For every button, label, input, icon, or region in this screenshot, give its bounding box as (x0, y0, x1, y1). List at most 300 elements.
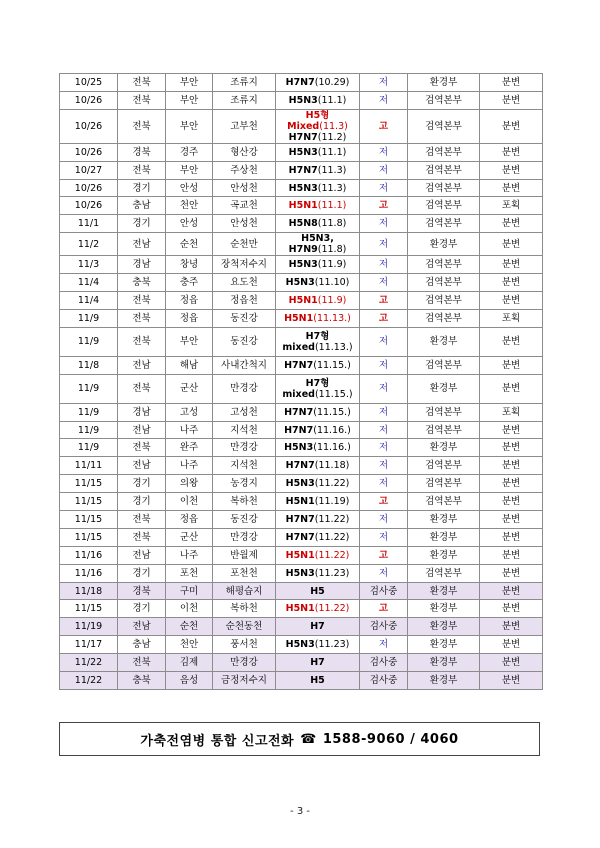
agency-cell: 환경부 (408, 327, 480, 356)
date-cell: 11/9 (60, 327, 118, 356)
city-cell: 나주 (166, 421, 213, 439)
sample-type-cell: 포획 (480, 197, 543, 215)
risk-cell: 저 (360, 403, 408, 421)
risk-cell: 고 (360, 309, 408, 327)
virus-text: H5N3 (285, 478, 315, 490)
sample-type-cell: 분변 (480, 143, 543, 161)
city-cell: 포천 (166, 564, 213, 582)
virus-text: H5N3 (288, 146, 318, 158)
virus-cell (276, 215, 360, 233)
agency-cell: 검역본부 (408, 109, 480, 143)
virus-cell (276, 292, 360, 310)
virus-text: H5형 Mixed (287, 109, 330, 132)
virus-text: (11.13.) (314, 341, 353, 353)
virus-cell (276, 493, 360, 511)
virus-text: H5 (310, 674, 325, 686)
date-cell: 11/2 (60, 233, 118, 256)
virus-text: (11.13.) (313, 312, 351, 324)
agency-cell: 환경부 (408, 672, 480, 690)
site-cell: 조류지 (213, 91, 276, 109)
city-cell: 군산 (166, 374, 213, 403)
province-cell: 충남 (118, 197, 166, 215)
city-cell: 부안 (166, 91, 213, 109)
date-cell: 10/26 (60, 143, 118, 161)
table-body (60, 74, 543, 690)
virus-text: H5N3, H7N9 (288, 233, 334, 256)
virus-cell (276, 74, 360, 92)
virus-text: H5N1 (285, 549, 315, 561)
table-row (60, 636, 543, 654)
risk-cell: 저 (360, 215, 408, 233)
virus-text: H5N1 (288, 294, 318, 306)
agency-cell: 검역본부 (408, 197, 480, 215)
sample-type-cell: 분변 (480, 582, 543, 600)
table-row (60, 403, 543, 421)
agency-cell: 검역본부 (408, 356, 480, 374)
province-cell: 경기 (118, 179, 166, 197)
table-row (60, 74, 543, 92)
agency-cell: 검역본부 (408, 403, 480, 421)
virus-text: (11.3) (317, 182, 347, 194)
agency-cell: 검역본부 (408, 475, 480, 493)
risk-cell: 저 (360, 457, 408, 475)
province-cell: 경기 (118, 564, 166, 582)
risk-cell: 저 (360, 528, 408, 546)
risk-cell: 저 (360, 475, 408, 493)
virus-text: H5N1 (285, 496, 315, 508)
sample-type-cell: 분변 (480, 672, 543, 690)
risk-cell: 저 (360, 374, 408, 403)
site-cell: 만경강 (213, 374, 276, 403)
province-cell: 전남 (118, 356, 166, 374)
city-cell: 정읍 (166, 292, 213, 310)
site-cell: 요도천 (213, 274, 276, 292)
province-cell: 경남 (118, 403, 166, 421)
agency-cell: 환경부 (408, 511, 480, 529)
risk-cell: 저 (360, 91, 408, 109)
province-cell: 전북 (118, 91, 166, 109)
date-cell: 10/26 (60, 91, 118, 109)
agency-cell: 환경부 (408, 600, 480, 618)
date-cell: 11/3 (60, 256, 118, 274)
site-cell: 만경강 (213, 528, 276, 546)
virus-cell (276, 256, 360, 274)
virus-text: (11.15.) (313, 359, 351, 371)
virus-text: (11.16.) (313, 442, 351, 454)
site-cell: 풍서천 (213, 636, 276, 654)
sample-type-cell: 분변 (480, 374, 543, 403)
risk-cell: 검사중 (360, 582, 408, 600)
risk-cell: 저 (360, 439, 408, 457)
virus-cell (276, 564, 360, 582)
site-cell: 조류지 (213, 74, 276, 92)
site-cell: 만경강 (213, 439, 276, 457)
agency-cell: 검역본부 (408, 256, 480, 274)
site-cell: 고성천 (213, 403, 276, 421)
province-cell: 충남 (118, 636, 166, 654)
sample-type-cell: 분변 (480, 91, 543, 109)
virus-cell (276, 327, 360, 356)
city-cell: 경주 (166, 143, 213, 161)
city-cell: 안성 (166, 215, 213, 233)
risk-cell: 고 (360, 197, 408, 215)
virus-cell (276, 91, 360, 109)
virus-cell (276, 109, 360, 143)
date-cell: 10/27 (60, 161, 118, 179)
sample-type-cell: 분변 (480, 292, 543, 310)
virus-text: H5N3 (285, 277, 315, 289)
agency-cell: 환경부 (408, 528, 480, 546)
city-cell: 부안 (166, 74, 213, 92)
province-cell: 전남 (118, 546, 166, 564)
site-cell: 순천만 (213, 233, 276, 256)
virus-text: H7N7 (285, 513, 315, 525)
risk-cell: 저 (360, 564, 408, 582)
date-cell: 11/11 (60, 457, 118, 475)
sample-type-cell: 분변 (480, 233, 543, 256)
city-cell: 고성 (166, 403, 213, 421)
risk-cell: 검사중 (360, 654, 408, 672)
virus-cell (276, 356, 360, 374)
table-row (60, 292, 543, 310)
virus-text: H7N7 (284, 424, 314, 436)
virus-text: (11.22) (314, 549, 350, 561)
virus-cell (276, 457, 360, 475)
sample-type-cell: 분변 (480, 546, 543, 564)
table-row (60, 672, 543, 690)
virus-text: (11.23) (314, 639, 350, 651)
date-cell: 11/18 (60, 582, 118, 600)
province-cell: 경기 (118, 493, 166, 511)
date-cell: 11/15 (60, 528, 118, 546)
agency-cell: 환경부 (408, 233, 480, 256)
date-cell: 10/26 (60, 109, 118, 143)
virus-text: (11.1) (317, 94, 347, 106)
site-cell: 형산강 (213, 143, 276, 161)
sample-type-cell: 분변 (480, 256, 543, 274)
risk-cell: 저 (360, 327, 408, 356)
virus-cell (276, 309, 360, 327)
province-cell: 전남 (118, 457, 166, 475)
province-cell: 전북 (118, 74, 166, 92)
virus-cell (276, 475, 360, 493)
date-cell: 11/8 (60, 356, 118, 374)
table-row (60, 618, 543, 636)
sample-type-cell: 분변 (480, 179, 543, 197)
virus-text: (11.19) (314, 496, 350, 508)
province-cell: 전남 (118, 421, 166, 439)
table-row (60, 91, 543, 109)
province-cell: 전북 (118, 161, 166, 179)
table-row (60, 546, 543, 564)
virus-cell (276, 528, 360, 546)
table-row (60, 233, 543, 256)
virus-cell (276, 374, 360, 403)
virus-cell (276, 233, 360, 256)
date-cell: 11/16 (60, 564, 118, 582)
date-cell: 11/9 (60, 421, 118, 439)
risk-cell: 저 (360, 74, 408, 92)
virus-text: (11.15.) (313, 406, 351, 418)
virus-text: (11.9) (317, 294, 347, 306)
table-row (60, 143, 543, 161)
city-cell: 군산 (166, 528, 213, 546)
virus-text: (11.15.) (314, 388, 353, 400)
agency-cell: 검역본부 (408, 421, 480, 439)
virus-text: H5N3 (288, 259, 318, 271)
province-cell: 전북 (118, 511, 166, 529)
agency-cell: 검역본부 (408, 161, 480, 179)
virus-text: (11.3) (317, 164, 347, 176)
sample-type-cell: 분변 (480, 475, 543, 493)
agency-cell: 검역본부 (408, 143, 480, 161)
province-cell: 충북 (118, 274, 166, 292)
risk-cell: 저 (360, 233, 408, 256)
site-cell: 지석천 (213, 457, 276, 475)
site-cell: 지석천 (213, 421, 276, 439)
surveillance-table (59, 73, 543, 690)
province-cell: 경기 (118, 475, 166, 493)
virus-text: H7N7 (288, 131, 318, 143)
province-cell: 전남 (118, 233, 166, 256)
province-cell: 전남 (118, 618, 166, 636)
virus-text: H5N1 (285, 603, 315, 615)
risk-cell: 저 (360, 179, 408, 197)
virus-cell (276, 161, 360, 179)
risk-cell: 저 (360, 274, 408, 292)
table-row (60, 356, 543, 374)
virus-cell (276, 672, 360, 690)
virus-text: H7N7 (284, 406, 314, 418)
site-cell: 금정저수지 (213, 672, 276, 690)
city-cell: 의왕 (166, 475, 213, 493)
date-cell: 11/4 (60, 292, 118, 310)
date-cell: 10/25 (60, 74, 118, 92)
table-row (60, 256, 543, 274)
hotline-label: 가축전염병 통합 신고전화 (140, 733, 295, 749)
risk-cell: 저 (360, 636, 408, 654)
site-cell: 복하천 (213, 493, 276, 511)
date-cell: 11/22 (60, 654, 118, 672)
province-cell: 경북 (118, 143, 166, 161)
site-cell: 만경강 (213, 654, 276, 672)
table-row (60, 475, 543, 493)
date-cell: 11/9 (60, 403, 118, 421)
city-cell: 나주 (166, 457, 213, 475)
virus-cell (276, 618, 360, 636)
table-row (60, 600, 543, 618)
sample-type-cell: 분변 (480, 493, 543, 511)
date-cell: 11/1 (60, 215, 118, 233)
virus-cell (276, 439, 360, 457)
virus-text: H5N1 (288, 200, 318, 212)
date-cell: 10/26 (60, 197, 118, 215)
agency-cell: 환경부 (408, 374, 480, 403)
virus-cell (276, 179, 360, 197)
virus-cell (276, 600, 360, 618)
virus-cell (276, 421, 360, 439)
site-cell: 안성천 (213, 179, 276, 197)
province-cell: 경기 (118, 600, 166, 618)
city-cell: 김제 (166, 654, 213, 672)
province-cell: 경남 (118, 256, 166, 274)
date-cell: 11/9 (60, 309, 118, 327)
risk-cell: 저 (360, 511, 408, 529)
agency-cell: 검역본부 (408, 493, 480, 511)
risk-cell: 저 (360, 356, 408, 374)
virus-text: (11.22) (314, 603, 350, 615)
virus-text: (11.1) (317, 200, 347, 212)
city-cell: 이천 (166, 600, 213, 618)
virus-text: H7N7 (284, 359, 314, 371)
virus-text: H7N7 (285, 531, 315, 543)
sample-type-cell: 분변 (480, 356, 543, 374)
table-row (60, 374, 543, 403)
virus-cell (276, 143, 360, 161)
agency-cell: 검역본부 (408, 91, 480, 109)
sample-type-cell: 분변 (480, 274, 543, 292)
site-cell: 포천천 (213, 564, 276, 582)
agency-cell: 환경부 (408, 439, 480, 457)
province-cell: 경북 (118, 582, 166, 600)
site-cell: 농경지 (213, 475, 276, 493)
site-cell: 안성천 (213, 215, 276, 233)
virus-text: H7형 (305, 330, 330, 342)
agency-cell: 검역본부 (408, 215, 480, 233)
province-cell: 전북 (118, 374, 166, 403)
site-cell: 동진강 (213, 309, 276, 327)
risk-cell: 저 (360, 421, 408, 439)
table-row (60, 528, 543, 546)
agency-cell: 검역본부 (408, 179, 480, 197)
date-cell: 10/26 (60, 179, 118, 197)
sample-type-cell: 분변 (480, 618, 543, 636)
agency-cell: 환경부 (408, 636, 480, 654)
virus-cell (276, 582, 360, 600)
hotline-number: 1588-9060 / 4060 (322, 731, 459, 747)
city-cell: 완주 (166, 439, 213, 457)
virus-cell (276, 511, 360, 529)
virus-text: (11.9) (317, 259, 347, 271)
city-cell: 순천 (166, 233, 213, 256)
sample-type-cell: 분변 (480, 600, 543, 618)
date-cell: 11/4 (60, 274, 118, 292)
virus-text: H7 (310, 621, 325, 633)
sample-type-cell: 포획 (480, 309, 543, 327)
site-cell: 반월제 (213, 546, 276, 564)
agency-cell: 검역본부 (408, 292, 480, 310)
city-cell: 창녕 (166, 256, 213, 274)
virus-text: (11.22) (314, 513, 350, 525)
risk-cell: 저 (360, 143, 408, 161)
virus-text: H7N7 (285, 460, 315, 472)
page-number: - 3 - (290, 806, 310, 817)
risk-cell: 저 (360, 161, 408, 179)
virus-text: H7N7 (285, 76, 315, 88)
city-cell: 천안 (166, 197, 213, 215)
site-cell: 정읍천 (213, 292, 276, 310)
sample-type-cell: 분변 (480, 421, 543, 439)
province-cell: 충북 (118, 672, 166, 690)
city-cell: 부안 (166, 327, 213, 356)
hotline-box (59, 722, 540, 756)
virus-text: H5N1 (284, 312, 314, 324)
sample-type-cell: 분변 (480, 457, 543, 475)
table-row (60, 215, 543, 233)
risk-cell: 고 (360, 109, 408, 143)
date-cell: 11/22 (60, 672, 118, 690)
virus-text: (11.16.) (313, 424, 351, 436)
virus-cell (276, 403, 360, 421)
agency-cell: 검역본부 (408, 564, 480, 582)
table-row (60, 457, 543, 475)
sample-type-cell: 분변 (480, 74, 543, 92)
province-cell: 전북 (118, 109, 166, 143)
date-cell: 11/17 (60, 636, 118, 654)
risk-cell: 검사중 (360, 618, 408, 636)
virus-text: (11.22) (314, 478, 350, 490)
agency-cell: 환경부 (408, 582, 480, 600)
table-row (60, 421, 543, 439)
date-cell: 11/16 (60, 546, 118, 564)
site-cell: 복하천 (213, 600, 276, 618)
sample-type-cell: 분변 (480, 654, 543, 672)
city-cell: 정읍 (166, 309, 213, 327)
virus-text: H5N3 (285, 639, 315, 651)
table-row (60, 582, 543, 600)
sample-type-cell: 분변 (480, 109, 543, 143)
virus-text: (11.10) (314, 277, 350, 289)
virus-text: (11.23) (314, 567, 350, 579)
site-cell: 동진강 (213, 327, 276, 356)
agency-cell: 환경부 (408, 546, 480, 564)
site-cell: 장척저수지 (213, 256, 276, 274)
city-cell: 음성 (166, 672, 213, 690)
phone-icon: ☎ (300, 731, 317, 747)
city-cell: 해남 (166, 356, 213, 374)
date-cell: 11/15 (60, 600, 118, 618)
province-cell: 경기 (118, 215, 166, 233)
table-row (60, 493, 543, 511)
site-cell: 사내간척지 (213, 356, 276, 374)
virus-text: H5N8 (288, 218, 318, 230)
sample-type-cell: 분변 (480, 564, 543, 582)
sample-type-cell: 분변 (480, 636, 543, 654)
province-cell: 전북 (118, 327, 166, 356)
city-cell: 충주 (166, 274, 213, 292)
table-row (60, 197, 543, 215)
agency-cell: 검역본부 (408, 274, 480, 292)
city-cell: 천안 (166, 636, 213, 654)
virus-text: (11.1) (317, 146, 347, 158)
province-cell: 전북 (118, 654, 166, 672)
table-row (60, 109, 543, 143)
date-cell: 11/15 (60, 493, 118, 511)
virus-text: H7 (310, 657, 325, 669)
virus-text: mixed (282, 388, 315, 400)
sample-type-cell: 분변 (480, 511, 543, 529)
province-cell: 전북 (118, 528, 166, 546)
virus-text: (11.18) (314, 460, 350, 472)
risk-cell: 고 (360, 292, 408, 310)
virus-cell (276, 197, 360, 215)
site-cell: 해평습지 (213, 582, 276, 600)
date-cell: 11/9 (60, 374, 118, 403)
agency-cell: 환경부 (408, 654, 480, 672)
province-cell: 전북 (118, 292, 166, 310)
virus-text: (11.3) (319, 120, 348, 132)
date-cell: 11/15 (60, 511, 118, 529)
